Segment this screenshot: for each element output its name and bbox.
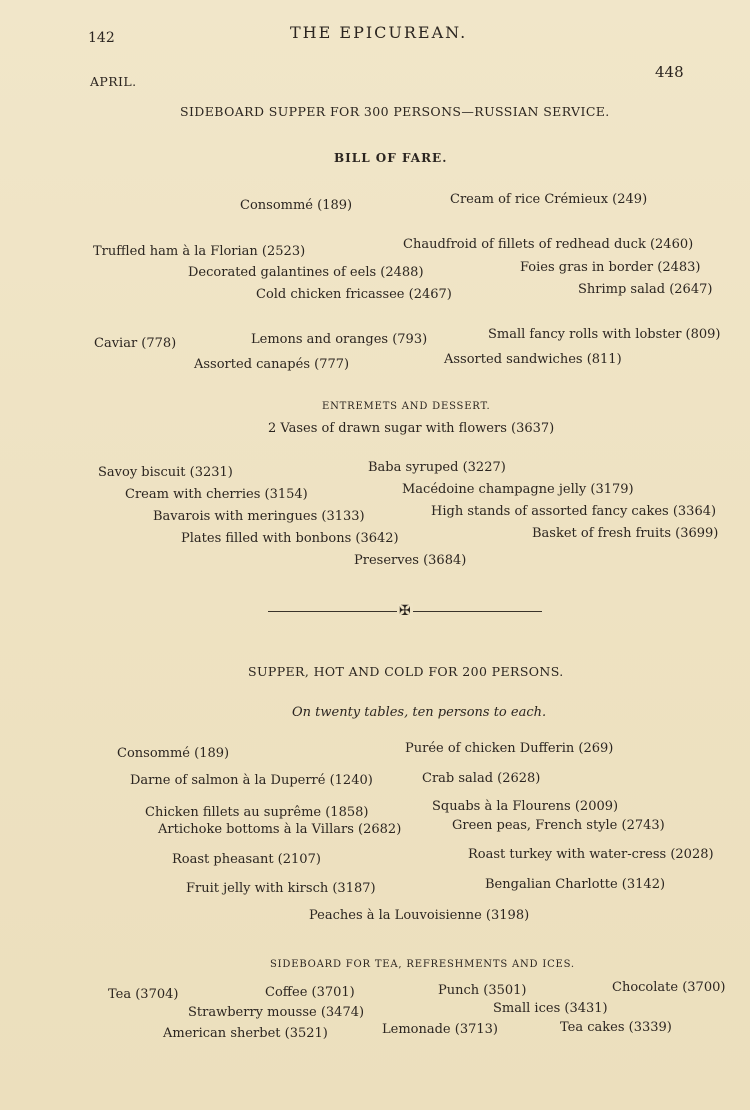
menu-number: 448 <box>655 63 684 81</box>
menu-item: Roast pheasant (2107) <box>172 852 321 867</box>
menu-item: Preserves (3684) <box>354 553 467 568</box>
menu-item: Shrimp salad (2647) <box>578 282 713 297</box>
menu-item: Darne of salmon à la Duperré (1240) <box>130 773 373 788</box>
menu-item: Assorted canapés (777) <box>194 357 350 372</box>
menu-item: Strawberry mousse (3474) <box>188 1005 365 1020</box>
menu-item: Savoy biscuit (3231) <box>98 465 233 480</box>
menu-item: Squabs à la Flourens (2009) <box>432 799 619 814</box>
menu-item: Baba syruped (3227) <box>368 460 506 475</box>
month-label: APRIL. <box>90 74 137 89</box>
menu-item: Caviar (778) <box>94 336 177 351</box>
menu-item: Lemonade (3713) <box>382 1022 498 1037</box>
menu-item: Small fancy rolls with lobster (809) <box>488 327 721 342</box>
menu-item: Punch (3501) <box>438 983 527 998</box>
menu-item: Macédoine champagne jelly (3179) <box>402 482 634 497</box>
page-number: 142 <box>88 30 115 46</box>
menu1-title: SIDEBOARD SUPPER FOR 300 PERSONS—RUSSIAN SERVICE. <box>180 104 610 119</box>
menu-item: Assorted sandwiches (811) <box>444 352 622 367</box>
menu-item: Peaches à la Louvoisienne (3198) <box>309 908 530 923</box>
menu-item: Fruit jelly with kirsch (3187) <box>186 881 376 896</box>
running-title: THE EPICUREAN. <box>290 23 468 42</box>
menu-item: Cream with cherries (3154) <box>125 487 308 502</box>
divider-ornament-icon: ✠ <box>399 603 411 619</box>
menu2-subtitle: On twenty tables, ten persons to each. <box>292 705 547 720</box>
menu-item: Cold chicken fricassee (2467) <box>256 287 452 302</box>
menu-item: Tea (3704) <box>108 987 179 1002</box>
menu-item: Tea cakes (3339) <box>560 1020 672 1035</box>
sideboard-heading: SIDEBOARD FOR TEA, REFRESHMENTS AND ICES. <box>270 959 575 970</box>
menu-item: Artichoke bottoms à la Villars (2682) <box>158 822 402 837</box>
menu-item: Green peas, French style (2743) <box>452 818 665 833</box>
menu-item: American sherbet (3521) <box>163 1026 328 1041</box>
menu-item: Consommé (189) <box>117 746 230 761</box>
menu-item: Bavarois with meringues (3133) <box>153 509 365 524</box>
menu-item: Cream of rice Crémieux (249) <box>450 192 648 207</box>
menu-item: Chaudfroid of fillets of redhead duck (2460) <box>403 237 694 252</box>
menu-item: 2 Vases of drawn sugar with flowers (3637) <box>268 421 555 436</box>
menu-item: Decorated galantines of eels (2488) <box>188 265 424 280</box>
menu-item: High stands of assorted fancy cakes (3364) <box>431 504 717 519</box>
menu-item: Bengalian Charlotte (3142) <box>485 877 666 892</box>
menu-item: Chicken fillets au suprême (1858) <box>145 805 369 820</box>
menu-item: Chocolate (3700) <box>612 980 726 995</box>
menu-item: Small ices (3431) <box>493 1001 608 1016</box>
menu-item: Foies gras in border (2483) <box>520 260 701 275</box>
menu-item: Purée of chicken Dufferin (269) <box>405 741 614 756</box>
menu-item: Lemons and oranges (793) <box>251 332 428 347</box>
menu-item: Plates filled with bonbons (3642) <box>181 531 399 546</box>
bill-of-fare-heading: BILL OF FARE. <box>334 151 448 165</box>
menu-item: Basket of fresh fruits (3699) <box>532 526 719 541</box>
menu-item: Truffled ham à la Florian (2523) <box>93 244 306 259</box>
menu-item: Coffee (3701) <box>265 985 355 1000</box>
menu-item: Roast turkey with water-cress (2028) <box>468 847 714 862</box>
menu-item: Crab salad (2628) <box>422 771 541 786</box>
menu-item: Consommé (189) <box>240 198 353 213</box>
entremets-heading: ENTREMETS AND DESSERT. <box>322 401 491 412</box>
menu2-title: SUPPER, HOT AND COLD FOR 200 PERSONS. <box>248 664 564 679</box>
